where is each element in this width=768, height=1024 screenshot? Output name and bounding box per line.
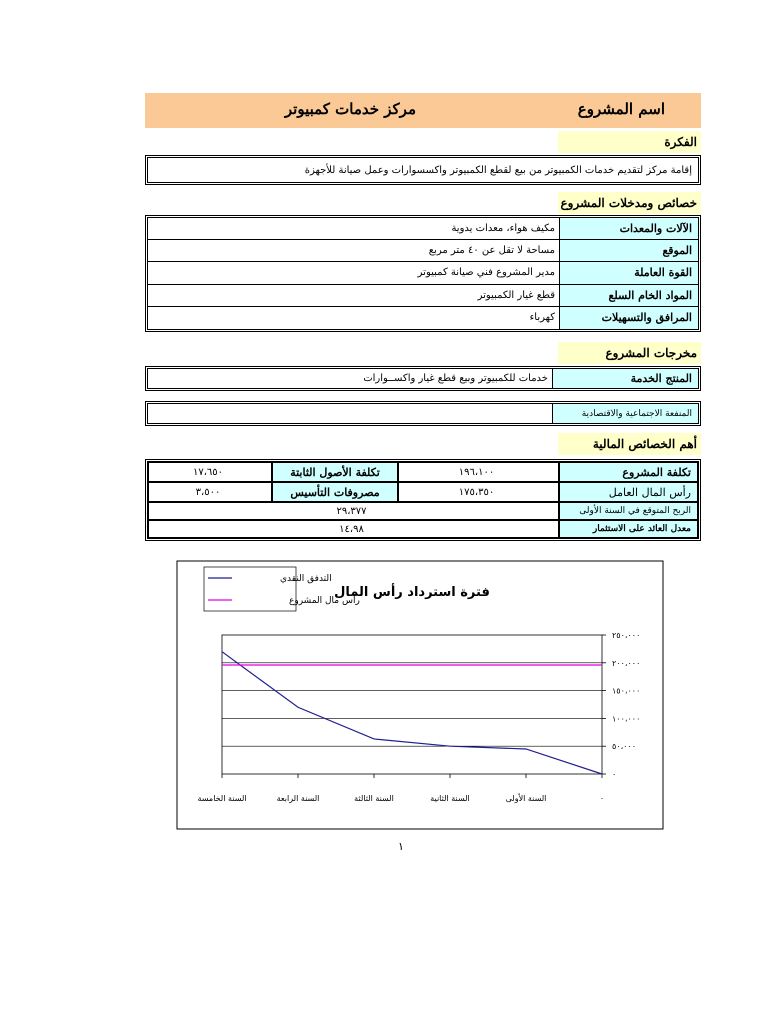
x-tick-label: السنة الرابعة [276,794,320,803]
y-tick-label: ٢٠٠،٠٠٠ [612,658,641,668]
product-row [145,366,701,391]
payback-chart [176,560,664,830]
product-value-text: خدمات للكمبيوتر وبيع قطع غيار واكســوارات [363,373,548,384]
fixed-assets-label-text: تكلفة الأصول الثابتة [290,465,380,479]
inputs-row-value-text: قطع غيار الكمبيوتر [477,289,555,301]
inputs-row [148,240,698,262]
product-value [148,369,552,388]
working-capital-value-text: ١٧٥،٣٥٠ [458,486,495,498]
idea-text: إقامة مركز لتقديم خدمات الكمبيوتر من بيع لقطع الكمبيوتر واكسسوارات وعمل صيانة للأجهزة [304,164,692,176]
inputs-row-value [148,285,559,306]
inputs-row-value [148,262,559,283]
x-tick-label: السنة الأولى [505,794,547,803]
product-label-text: المنتج الخدمة [630,372,692,385]
fixed-assets-value [148,462,272,482]
chart-title: فترة استرداد رأس المال [334,585,490,600]
idea-title-text: الفكرة [664,135,697,149]
project-cost-label-text: تكلفة المشروع [622,465,691,479]
inputs-row-label [559,307,698,329]
working-capital-value [398,482,559,502]
fixed-assets-label [272,462,398,482]
y-tick-label: ١٠٠،٠٠٠ [612,714,641,724]
product-label [552,369,698,388]
profit-value-text: ٢٩،٣٧٧ [336,505,367,517]
inputs-row-label-text: الآلات والمعدات [619,222,692,236]
inputs-row-label [559,240,698,261]
inputs-row-value [148,218,559,239]
project-name-label: اسم المشروع [577,100,665,118]
roi-value-text: ١٤،٩٨ [339,523,364,535]
x-tick-label: السنة الخامسة [197,794,247,803]
x-tick-label: السنة الثانية [430,794,470,803]
project-cost-value [398,462,559,482]
project-cost-label [559,462,698,482]
inputs-row-value-text: مدير المشروع فني صيانة كمبيوتر [417,267,555,279]
inputs-row-value [148,240,559,261]
inputs-row-value-text: مكيف هواء، معدات يدوية [451,223,555,235]
x-tick-label: السنة الثالثة [354,794,394,803]
idea-text-box [145,155,701,185]
inputs-table [145,215,701,332]
project-name-value: مركز خدمات كمبيوتر [284,100,416,118]
inputs-row-label-text: الموقع [662,244,692,258]
y-tick-label: ١٥٠،٠٠٠ [612,686,641,696]
inputs-title-text: خصائص ومدخلات المشروع [560,196,697,210]
project-name-bar [145,93,701,128]
outputs-title-text: مخرجات المشروع [605,346,697,360]
working-capital-label [559,482,698,502]
setup-value [148,482,272,502]
inputs-row-value-text: مساحة لا تقل عن ٤٠ متر مربع [428,245,555,257]
benefit-label [552,404,698,423]
project-cost-value-text: ١٩٦،١٠٠ [458,466,495,478]
benefit-row [145,401,701,426]
roi-label-text: معدل العائد على الاستثمار [592,524,691,534]
setup-label [272,482,398,502]
inputs-row-label-text: المرافق والتسهيلات [601,311,692,325]
inputs-row-value [148,307,559,329]
financial-table [145,459,701,541]
inputs-row-label [559,262,698,283]
inputs-row-label [559,218,698,239]
y-tick-label: ٠ [612,770,617,779]
benefit-label-text: المنفعة الاجتماعية والاقتصادية [581,408,692,419]
x-tick-label: ٠ [599,794,605,803]
legend-label-cashflow: التدفق النقدي [280,574,332,584]
roi-label [559,520,698,538]
profit-label [559,502,698,520]
inputs-row-label-text: القوة العاملة [634,266,692,280]
y-tick-label: ٥٠،٠٠٠ [612,742,637,752]
page-number: ١ [398,840,404,853]
idea-title [558,131,701,153]
fixed-assets-value-text: ١٧،٦٥٠ [192,466,224,478]
financial-title [558,433,701,455]
roi-value [148,520,559,538]
profit-label-text: الربح المتوقع في السنة الأولى [579,506,691,516]
inputs-row [148,262,698,284]
benefit-value [148,404,552,423]
outputs-title [558,342,701,364]
working-capital-label-text: رأس المال العامل [608,485,691,499]
inputs-row-value-text: كهرباء [529,312,555,324]
profit-value [148,502,559,520]
financial-title-text: أهم الخصائص المالية [592,437,697,451]
inputs-title [558,192,701,214]
y-tick-label: ٢٥٠،٠٠٠ [612,631,641,640]
setup-label-text: مصروفات التأسيس [290,485,380,499]
inputs-row-label-text: المواد الخام السلع [608,288,692,302]
setup-value-text: ٣،٥٠٠ [195,486,221,498]
inputs-row [148,285,698,307]
inputs-row [148,218,698,240]
inputs-row-label [559,285,698,306]
legend-label-capital: رأس مال المشروع [289,596,360,606]
inputs-row [148,307,698,329]
